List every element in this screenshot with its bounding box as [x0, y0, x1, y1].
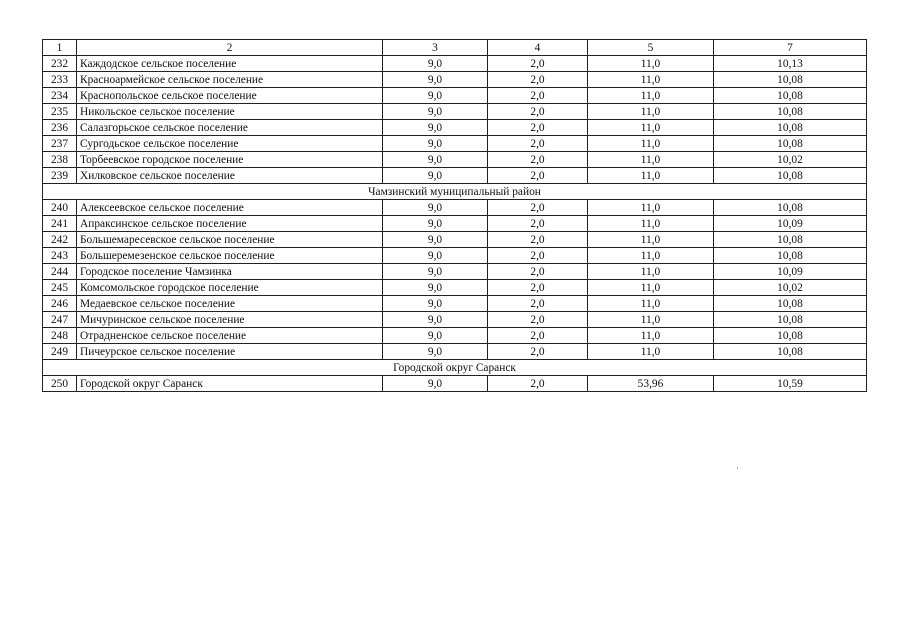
row-number: 239	[43, 168, 77, 184]
table-row	[43, 104, 867, 120]
settlement-name: Алексеевское сельское поселение	[77, 200, 383, 216]
value-col-5: 11,0	[588, 72, 714, 88]
row-number: 246	[43, 296, 77, 312]
value-col-5: 11,0	[588, 200, 714, 216]
group-title: Городской округ Саранск	[43, 360, 867, 376]
value-col-7: 10,08	[714, 248, 867, 264]
settlement-name: Комсомольское городское поселение	[77, 280, 383, 296]
row-number: 250	[43, 376, 77, 392]
value-col-7: 10,02	[714, 280, 867, 296]
table-row	[43, 120, 867, 136]
table-row	[43, 344, 867, 360]
row-number: 235	[43, 104, 77, 120]
settlement-name: Салазгорьское сельское поселение	[77, 120, 383, 136]
scan-speck	[737, 467, 738, 469]
value-col-4: 2,0	[488, 168, 588, 184]
table-row	[43, 376, 867, 392]
settlement-name: Городское поселение Чамзинка	[77, 264, 383, 280]
value-col-4: 2,0	[488, 152, 588, 168]
value-col-5: 11,0	[588, 104, 714, 120]
table-row	[43, 296, 867, 312]
table-row	[43, 200, 867, 216]
settlement-name: Большемаресевское сельское поселение	[77, 232, 383, 248]
value-col-7: 10,08	[714, 312, 867, 328]
value-col-7: 10,09	[714, 216, 867, 232]
group-title: Чамзинский муниципальный район	[43, 184, 867, 200]
value-col-4: 2,0	[488, 232, 588, 248]
table-row	[43, 264, 867, 280]
column-number-header: 1	[43, 40, 77, 56]
table-row	[43, 56, 867, 72]
row-number: 238	[43, 152, 77, 168]
value-col-3: 9,0	[383, 328, 488, 344]
value-col-5: 11,0	[588, 296, 714, 312]
value-col-3: 9,0	[383, 376, 488, 392]
value-col-7: 10,08	[714, 296, 867, 312]
value-col-3: 9,0	[383, 248, 488, 264]
settlement-name: Красноармейское сельское поселение	[77, 72, 383, 88]
row-number: 241	[43, 216, 77, 232]
value-col-4: 2,0	[488, 120, 588, 136]
value-col-4: 2,0	[488, 296, 588, 312]
value-col-5: 11,0	[588, 136, 714, 152]
value-col-5: 11,0	[588, 264, 714, 280]
value-col-3: 9,0	[383, 312, 488, 328]
settlement-name: Сургодьское сельское поселение	[77, 136, 383, 152]
value-col-7: 10,08	[714, 328, 867, 344]
value-col-3: 9,0	[383, 88, 488, 104]
table-body	[43, 40, 867, 392]
value-col-7: 10,08	[714, 104, 867, 120]
value-col-3: 9,0	[383, 152, 488, 168]
value-col-4: 2,0	[488, 104, 588, 120]
settlement-name: Никольское сельское поселение	[77, 104, 383, 120]
settlement-name: Каждодское сельское поселение	[77, 56, 383, 72]
row-number: 236	[43, 120, 77, 136]
row-number: 234	[43, 88, 77, 104]
row-number: 249	[43, 344, 77, 360]
value-col-3: 9,0	[383, 104, 488, 120]
value-col-3: 9,0	[383, 264, 488, 280]
group-row-saransk	[43, 360, 867, 376]
value-col-5: 11,0	[588, 248, 714, 264]
group-row-chamzinka	[43, 184, 867, 200]
column-number-header: 2	[77, 40, 383, 56]
table-row	[43, 88, 867, 104]
settlement-name: Апраксинское сельское поселение	[77, 216, 383, 232]
value-col-4: 2,0	[488, 312, 588, 328]
header-row	[43, 40, 867, 56]
value-col-5: 11,0	[588, 152, 714, 168]
value-col-5: 11,0	[588, 168, 714, 184]
value-col-7: 10,08	[714, 168, 867, 184]
value-col-4: 2,0	[488, 72, 588, 88]
row-number: 247	[43, 312, 77, 328]
value-col-7: 10,13	[714, 56, 867, 72]
value-col-3: 9,0	[383, 168, 488, 184]
value-col-4: 2,0	[488, 88, 588, 104]
table-row	[43, 72, 867, 88]
value-col-3: 9,0	[383, 72, 488, 88]
settlement-name: Краснопольское сельское поселение	[77, 88, 383, 104]
value-col-5: 11,0	[588, 120, 714, 136]
settlement-name: Пичеурское сельское поселение	[77, 344, 383, 360]
value-col-4: 2,0	[488, 264, 588, 280]
settlement-name: Медаевское сельское поселение	[77, 296, 383, 312]
value-col-4: 2,0	[488, 344, 588, 360]
settlement-name: Отрадненское сельское поселение	[77, 328, 383, 344]
value-col-7: 10,08	[714, 136, 867, 152]
value-col-4: 2,0	[488, 200, 588, 216]
rates-table	[42, 39, 867, 392]
value-col-3: 9,0	[383, 344, 488, 360]
table-row	[43, 216, 867, 232]
value-col-5: 11,0	[588, 88, 714, 104]
column-number-header: 5	[588, 40, 714, 56]
table-row	[43, 248, 867, 264]
value-col-3: 9,0	[383, 296, 488, 312]
value-col-7: 10,08	[714, 72, 867, 88]
row-number: 243	[43, 248, 77, 264]
row-number: 233	[43, 72, 77, 88]
value-col-7: 10,59	[714, 376, 867, 392]
value-col-3: 9,0	[383, 200, 488, 216]
column-number-header: 7	[714, 40, 867, 56]
value-col-3: 9,0	[383, 216, 488, 232]
value-col-5: 11,0	[588, 232, 714, 248]
table-row	[43, 152, 867, 168]
value-col-4: 2,0	[488, 136, 588, 152]
table-row	[43, 312, 867, 328]
value-col-7: 10,08	[714, 344, 867, 360]
value-col-4: 2,0	[488, 376, 588, 392]
row-number: 237	[43, 136, 77, 152]
table-row	[43, 168, 867, 184]
table-row	[43, 136, 867, 152]
value-col-7: 10,08	[714, 200, 867, 216]
row-number: 244	[43, 264, 77, 280]
value-col-4: 2,0	[488, 56, 588, 72]
table-row	[43, 232, 867, 248]
value-col-3: 9,0	[383, 232, 488, 248]
settlement-name: Городской округ Саранск	[77, 376, 383, 392]
value-col-5: 11,0	[588, 312, 714, 328]
value-col-5: 11,0	[588, 328, 714, 344]
settlement-name: Большеремезенское сельское поселение	[77, 248, 383, 264]
row-number: 245	[43, 280, 77, 296]
row-number: 232	[43, 56, 77, 72]
value-col-5: 11,0	[588, 216, 714, 232]
value-col-7: 10,02	[714, 152, 867, 168]
settlement-name: Торбеевское городское поселение	[77, 152, 383, 168]
value-col-3: 9,0	[383, 280, 488, 296]
value-col-4: 2,0	[488, 216, 588, 232]
row-number: 242	[43, 232, 77, 248]
column-number-header: 4	[488, 40, 588, 56]
settlement-name: Хилковское сельское поселение	[77, 168, 383, 184]
row-number: 248	[43, 328, 77, 344]
value-col-5: 11,0	[588, 56, 714, 72]
value-col-7: 10,08	[714, 88, 867, 104]
value-col-5: 11,0	[588, 280, 714, 296]
value-col-5: 11,0	[588, 344, 714, 360]
column-number-header: 3	[383, 40, 488, 56]
row-number: 240	[43, 200, 77, 216]
value-col-3: 9,0	[383, 136, 488, 152]
value-col-7: 10,08	[714, 232, 867, 248]
value-col-4: 2,0	[488, 248, 588, 264]
value-col-4: 2,0	[488, 280, 588, 296]
value-col-7: 10,08	[714, 120, 867, 136]
table-row	[43, 328, 867, 344]
value-col-3: 9,0	[383, 120, 488, 136]
settlement-name: Мичуринское сельское поселение	[77, 312, 383, 328]
value-col-7: 10,09	[714, 264, 867, 280]
value-col-4: 2,0	[488, 328, 588, 344]
value-col-5: 53,96	[588, 376, 714, 392]
value-col-3: 9,0	[383, 56, 488, 72]
table-row	[43, 280, 867, 296]
